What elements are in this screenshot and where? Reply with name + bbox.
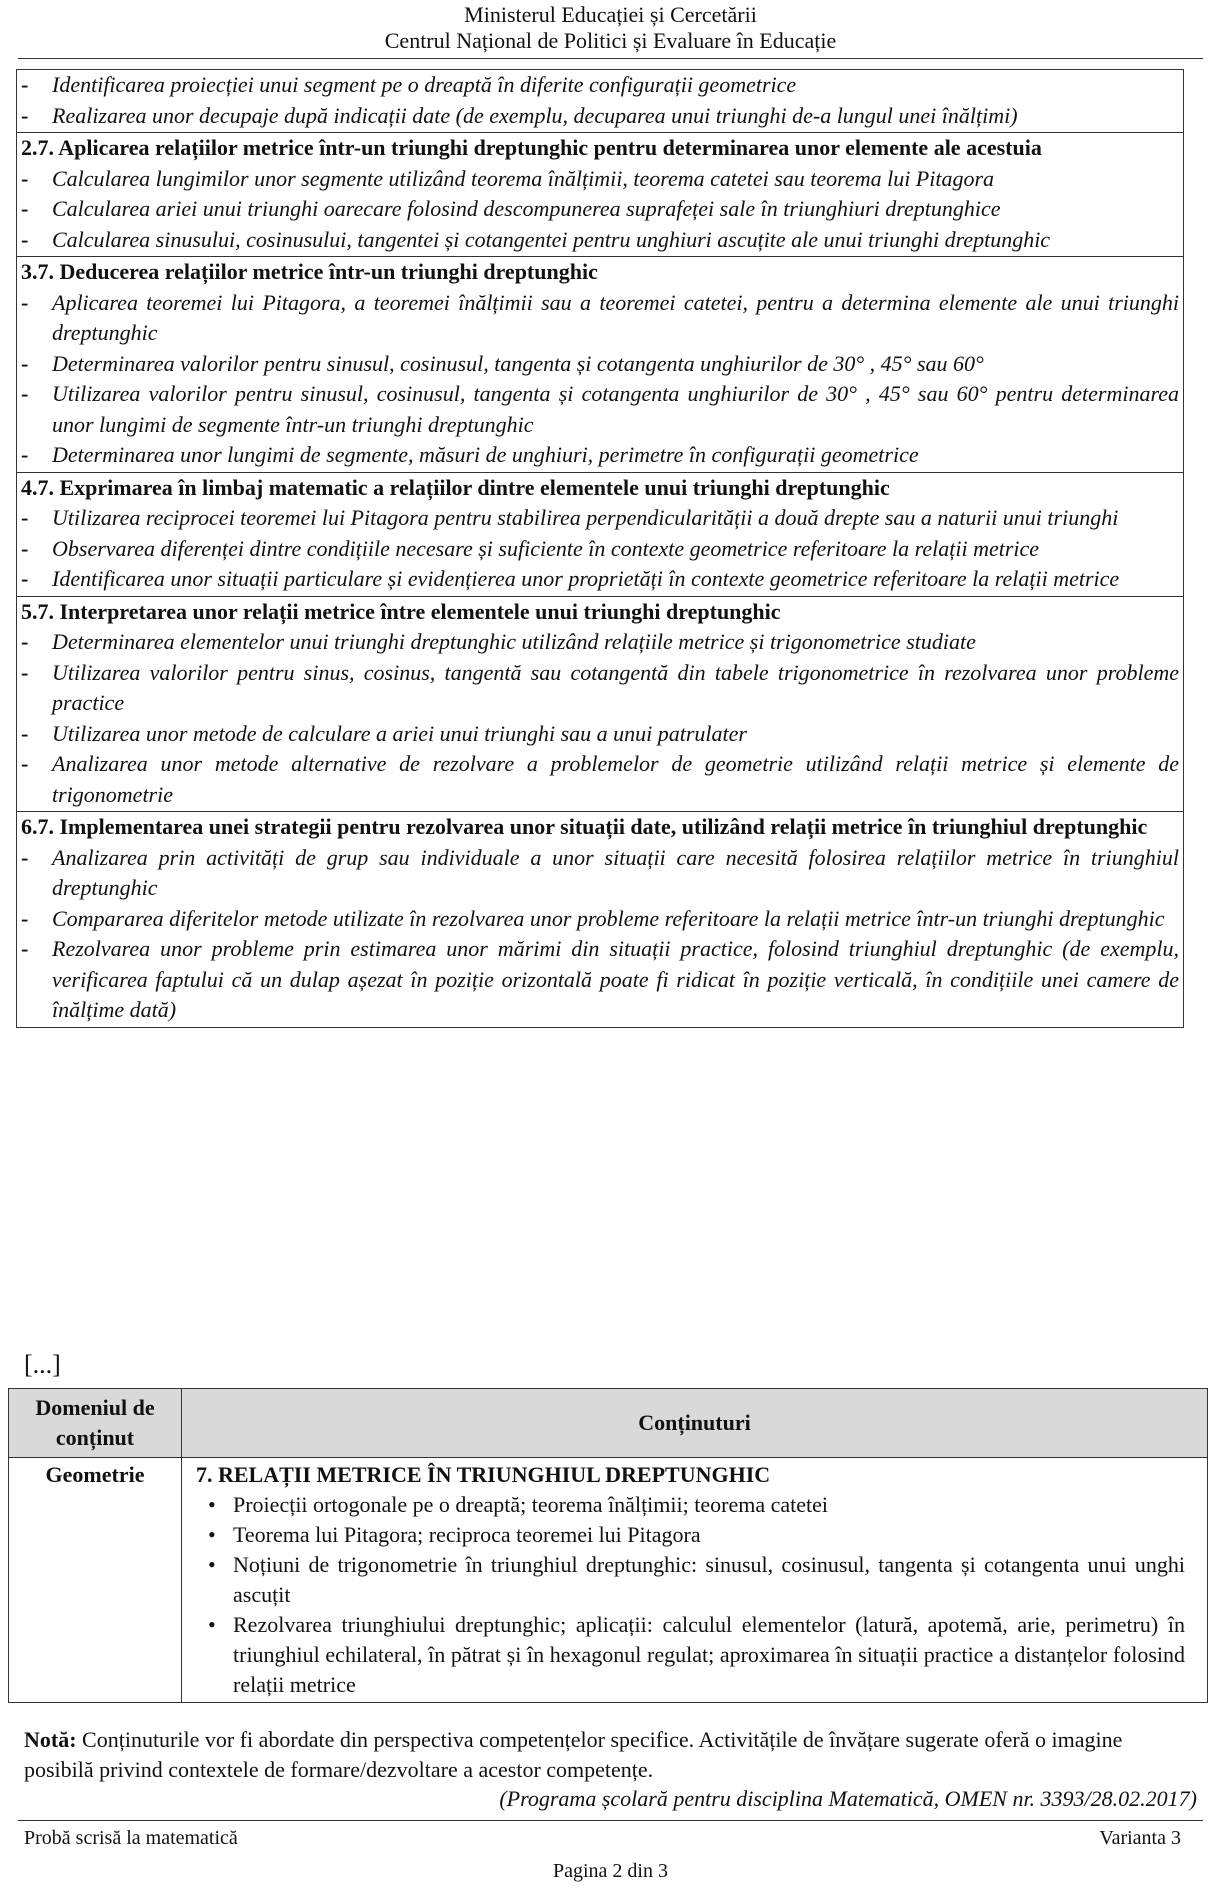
competence-row [17,70,1184,133]
activity-dash: - [21,505,29,530]
content-item [196,1490,1185,1520]
activity-text: Identificarea proiecției unui segment pe o dreaptă în diferite configurații geometrice [52,72,797,97]
activity-text: Utilizarea unor metode de calculare a ariei unui triunghi sau a unui patrulater [52,720,747,746]
competence-cell [17,70,1184,133]
chapter-title: 7. RELAȚII METRICE ÎN TRIUNGHIUL DREPTUNGHIC [196,1462,771,1487]
competence-cell [17,133,1184,257]
note-text: Conținuturile vor fi abordate din perspectiva competențelor specifice. Activitățile de învățare sugerate oferă o imagine posibilă privind contextele de formare/dezvoltare a acestor competențe. [24,1727,1123,1782]
footer-variant: Varianta 3 [1099,1827,1181,1849]
competence-row [17,257,1184,473]
activity-dash: - [21,226,29,252]
header-center: Centrul Național de Politici și Evaluare în Educație [384,28,837,53]
activity-item [21,70,1179,101]
activity-item [21,904,1179,935]
content-item-text: Proiecții ortogonale pe o dreaptă; teorema înălțimii; teorema catetei [233,1492,828,1517]
activity-item [21,164,1179,195]
activity-dash: - [21,905,29,931]
activity-text: Compararea diferitelor metode utilizate în rezolvarea unor probleme referitoare la relații metrice într-un triunghi dreptunghic [52,905,1165,931]
activity-item [21,627,1179,658]
activity-dash: - [21,72,29,97]
contents-cell [182,1458,1208,1703]
activity-text: Calcularea sinusului, cosinusului, tangentei și cotangentei pentru unghiuri ascuțite ale unui triunghi dreptunghic [52,226,1051,252]
activity-text: Realizarea unor decupaje după indicații date (de exemplu, decuparea unui triunghi de-a lungul unei înălțimi) [52,102,1018,128]
footer-page-number: Pagina 2 din 3 [553,1860,668,1882]
competence-title: 3.7. Deducerea relațiilor metrice într-un triunghi dreptunghic [21,259,598,284]
content-item [196,1550,1185,1610]
activity-item [21,379,1179,440]
activity-dash: - [21,165,29,191]
activity-text: Calcularea lungimilor unor segmente utilizând teorema înălțimii, teorema catetei sau teorema lui Pitagora [52,165,995,191]
activity-text: Determinarea elementelor unui triunghi dreptunghic utilizând relațiile metrice și trigonometrice studiate [52,629,976,654]
activity-text: Utilizarea reciprocei teoremei lui Pitagora pentru stabilirea perpendicularității a două drepte sau a naturii unui triunghi [52,505,1119,530]
activity-text: Analizarea unor metode alternative de rezolvare a problemelor de geometrie utilizând relații metrice și elemente de trigonometrie [52,751,1179,807]
footer-divider [18,1820,1203,1821]
activity-dash: - [21,381,29,406]
note [24,1725,1194,1785]
activity-dash: - [21,196,29,221]
activity-dash: - [21,535,29,561]
competence-row [17,472,1184,596]
activity-dash: - [21,442,29,467]
page-header [0,2,1221,54]
activity-dash: - [21,629,29,654]
content-col-contents-header: Conținuturi [182,1389,1208,1458]
activity-text: Aplicarea teoremei lui Pitagora, a teoremei înălțimii sau a teoremei catetei, pentru a determina elemente ale unui triunghi dreptunghic [52,289,1179,345]
competence-cell [17,257,1184,473]
bullet-icon: • [208,1492,216,1517]
activity-dash: - [21,936,29,961]
competence-cell [17,596,1184,812]
competence-title: 4.7. Exprimarea în limbaj matematic a relațiilor dintre elementele unui triunghi dreptunghic [21,474,890,500]
activity-item [21,749,1179,810]
activity-text: Utilizarea valorilor pentru sinusul, cosinusul, tangenta și cotangenta unghiurilor de 30° , 45° sau 60° pentru determinarea unor lungimi de segmente într-un triunghi dreptunghic [52,381,1179,437]
activity-item [21,534,1179,565]
activity-item [21,503,1179,534]
activity-item [21,194,1179,225]
competence-row [17,812,1184,1028]
content-item [196,1520,1185,1550]
footer-exam-name: Probă scrisă la matematică [24,1827,238,1849]
domain-cell: Geometrie [9,1458,182,1703]
content-list [196,1490,1185,1700]
activity-text: Observarea diferenței dintre condițiile necesare și suficiente în contexte geometrice referitoare la relații metrice [52,535,1040,561]
activity-text: Calcularea ariei unui triunghi oarecare folosind descompunerea suprafeței sale în triunghiuri dreptunghice [52,196,1001,221]
citation: (Programa școlară pentru disciplina Matematică, OMEN nr. 3393/28.02.2017) [499,1786,1197,1811]
activity-item [21,440,1179,471]
activity-dash: - [21,720,29,746]
competence-title: 2.7. Aplicarea relațiilor metrice într-un triunghi dreptunghic pentru determinarea unor elemente ale acestuia [21,135,1042,160]
note-label: Notă: [24,1727,77,1752]
content-item-text: Rezolvarea triunghiului dreptunghic; aplicații: calculul elementelor (latură, apotemă, arie, perimetru) în triunghiul echilateral, în pătrat și în hexagonul regulat; aproximarea în situații practice a distanțelor folosind relații metrice [233,1612,1185,1697]
activity-dash: - [21,566,29,591]
activity-item [21,225,1179,256]
activity-text: Identificarea unor situații particulare și evidențierea unor proprietăți în contexte geometrice referitoare la relații metrice [52,566,1120,591]
activity-item [21,658,1179,719]
activity-dash: - [21,844,29,870]
bullet-icon: • [208,1522,216,1547]
activity-item [21,719,1179,750]
ellipsis: [...] [24,1350,61,1379]
activity-dash: - [21,659,29,685]
competence-title: 6.7. Implementarea unei strategii pentru rezolvarea unor situații date, utilizând relații metrice în triunghiul dreptunghic [21,814,1148,839]
content-item-text: Teorema lui Pitagora; reciproca teoremei lui Pitagora [233,1522,701,1547]
activity-item [21,564,1179,595]
activity-dash: - [21,102,29,128]
activity-text: Analizarea prin activități de grup sau individuale a unor situații care necesită folosirea relațiilor metrice în triunghiul dreptunghic [52,844,1179,900]
competence-cell [17,812,1184,1028]
activity-item [21,934,1179,1026]
competence-row [17,133,1184,257]
activity-item [21,101,1179,132]
competence-row [17,596,1184,812]
bullet-icon: • [208,1612,216,1637]
activity-dash: - [21,751,29,776]
activity-item [21,288,1179,349]
activity-dash: - [21,350,29,376]
competences-table [16,69,1184,1028]
content-item-text: Noțiuni de trigonometrie în triunghiul dreptunghic: sinusul, cosinusul, tangenta și cotangenta unui unghi ascuțit [233,1552,1185,1607]
activity-text: Utilizarea valorilor pentru sinus, cosinus, tangentă sau cotangentă din tabele trigonometrice în rezolvarea unor probleme practice [52,659,1179,715]
activity-text: Rezolvarea unor probleme prin estimarea unor mărimi din situații practice, folosind triunghiul dreptunghic (de exemplu, verificarea faptului că un dulap așezat în poziție orizontală poate fi ridicat în poziție verticală, în condițiile unei camere de înălțime dată) [52,936,1179,1022]
activity-item [21,349,1179,380]
content-table [8,1388,1208,1703]
activity-dash: - [21,289,29,315]
header-ministry: Ministerul Educației și Cercetării [464,2,757,27]
competence-title: 5.7. Interpretarea unor relații metrice între elementele unui triunghi dreptunghic [21,598,781,624]
content-item [196,1610,1185,1700]
header-divider [18,58,1203,59]
content-col-domain-header: Domeniul de conținut [9,1389,182,1458]
competence-cell [17,472,1184,596]
activity-text: Determinarea valorilor pentru sinusul, cosinusul, tangenta și cotangenta unghiurilor de 30° , 45° sau 60° [52,350,984,376]
activity-text: Determinarea unor lungimi de segmente, măsuri de unghiuri, perimetre în configurații geometrice [52,442,919,467]
activity-item [21,843,1179,904]
bullet-icon: • [208,1552,216,1577]
